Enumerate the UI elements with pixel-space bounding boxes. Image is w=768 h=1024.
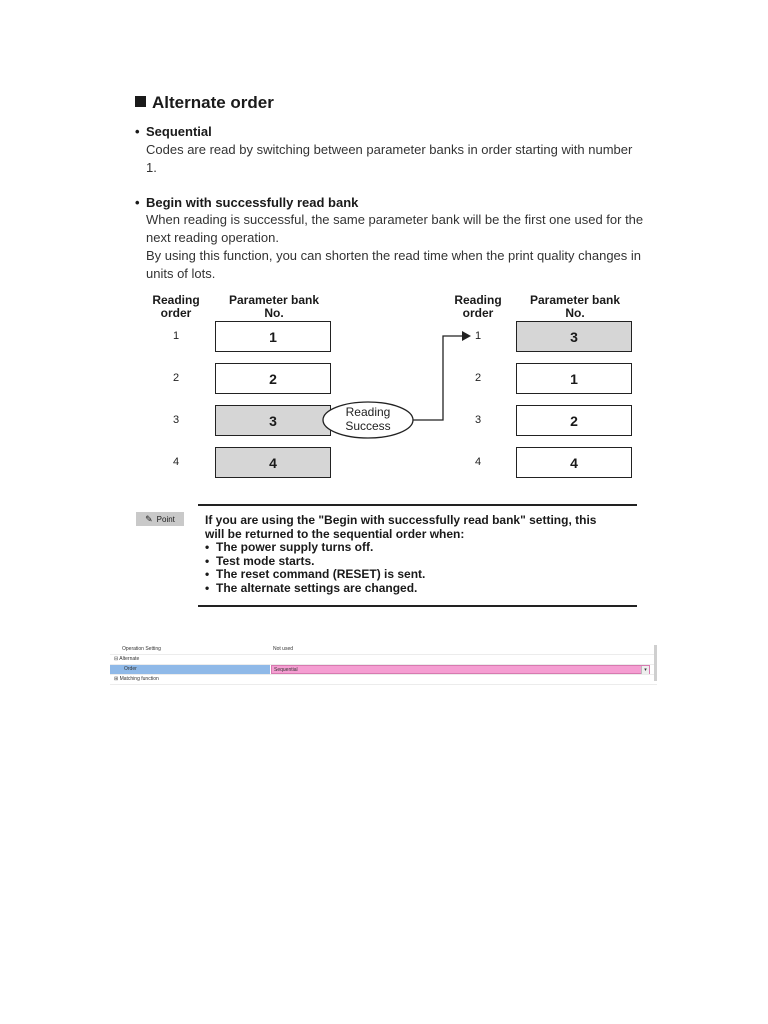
begin-text: When reading is successful, the same parameter bank will be the first one used for the next reading operation. By using this function, you can shorten the read time when the print quality changes in units of lots. [146,212,644,281]
grid-row-matching-function[interactable]: ⊞ Matching function [110,675,657,685]
reading-order-header-left: Reading order [152,293,200,320]
bank-header-left: Parameter bank No. [228,293,320,320]
point-item: • The reset command (RESET) is sent. [205,567,426,581]
point-item: • Test mode starts. [205,553,315,568]
point-item: • The alternate settings are changed. [205,580,418,595]
order-select[interactable]: Sequential ▾ [271,665,650,674]
settings-grid [110,645,657,685]
bank-box: 2 [516,405,632,436]
order-number: 2 [474,372,482,384]
order-number: 4 [474,456,482,468]
bank-box: 1 [215,321,331,352]
section-heading: Alternate order [135,93,274,113]
bank-header-right: Parameter bank No. [529,293,621,320]
sequential-text: Codes are read by switching between parameter banks in order starting with number 1. [146,142,633,175]
grid-row-order[interactable]: Order Sequential ▾ [110,665,657,675]
chevron-down-icon[interactable]: ▾ [641,666,649,674]
order-number: 1 [172,330,180,342]
grid-row-operation-setting[interactable]: Operation Setting Not used [110,645,657,655]
grid-row-alternate[interactable]: ⊟ Alternate [110,655,657,665]
bank-box-shaded: 3 [516,321,632,352]
order-number: 4 [172,456,180,468]
reading-order-header-right: Reading order [454,293,502,320]
point-item: • The power supply turns off. [205,540,374,554]
sequential-title: • Sequential [135,124,212,139]
order-number: 3 [172,414,180,426]
bank-box-shaded: 3 [215,405,331,436]
point-badge: ✎ Point [136,512,184,526]
bank-box: 2 [215,363,331,394]
order-number: 2 [172,372,180,384]
bank-box: 4 [516,447,632,478]
order-number: 3 [474,414,482,426]
order-number: 1 [474,330,482,342]
bank-box: 1 [516,363,632,394]
connector-line [413,336,463,420]
begin-title: • Begin with successfully read bank [135,195,359,210]
reading-success-label: Reading Success [345,405,391,433]
point-text: If you are using the "Begin with successfully read bank" setting, this will be returned to the sequential order when: • The power supply turns off. • Test mode starts. • The reset command (RESET) is sent. • The alternate settings are changed. [205,513,597,595]
grid-scrollbar[interactable] [654,645,657,681]
pencil-icon: ✎ [145,513,153,524]
bank-box-shaded: 4 [215,447,331,478]
